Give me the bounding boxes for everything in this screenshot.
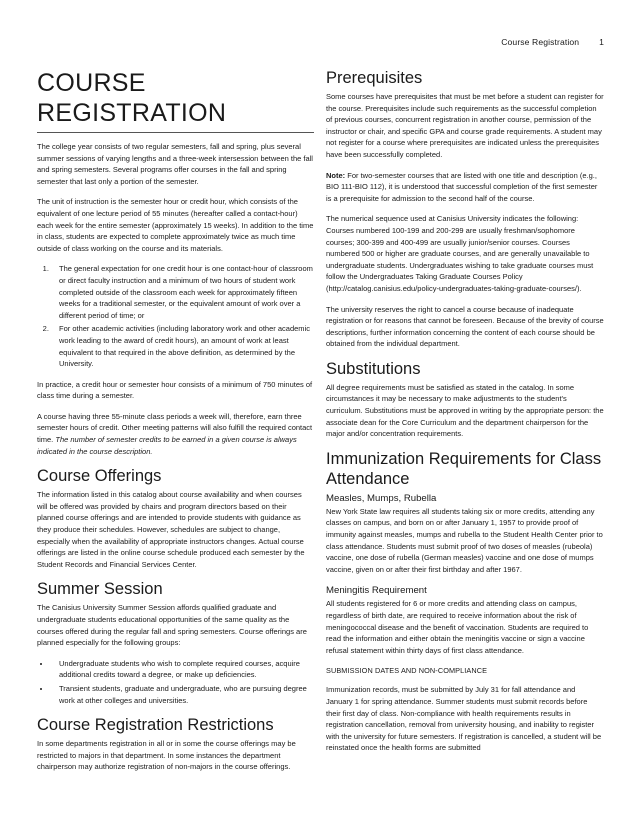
page-number: 1 <box>599 37 604 47</box>
left-column <box>37 68 314 782</box>
prerequisites-paragraph-4: The university reserves the right to cancel a course because of inadequate registration or for reasons that cannot be foreseen. Because of the brevity of course descriptions, further information concerning the content of each course should be obtained from the individual department. <box>326 304 604 349</box>
credits-note: The number of semester credits to be earned in a given course is always indicated in the course description. <box>37 435 297 456</box>
submission-paragraph: Immunization records, must be submitted by July 31 for fall attendance and January 1 for spring attendance. Summer students must submit records before their first day of class. Non-compliance with health requirements results in registration cancellation, removal from university housing, and inability to register with the university for future semesters. If registration is cancelled, a student will be reinstated once the health forms are submitted <box>326 685 602 753</box>
registration-restrictions-paragraph: In some departments registration in all or in some the course offerings may be restricted to majors in that department. In some instances the department chairperson may authorize registration of non-majors in the course offerings. <box>37 739 296 772</box>
meningitis-heading: Meningitis Requirement <box>326 585 427 597</box>
prerequisites-note <box>326 170 604 205</box>
mmr-heading: Measles, Mumps, Rubella <box>326 492 437 504</box>
immunization-heading: Immunization Requirements for Class Attendance <box>326 449 602 488</box>
summer-session-paragraph: The Canisius University Summer Session affords qualified graduate and undergraduate students educational opportunities of the same quality as the courses offered during the regular fall and spring semesters. Course offerings are planned especially for the following groups: <box>37 603 307 648</box>
list-item: • Undergraduate students who wish to complete required courses, acquire additional credits toward a degree, or make up deficiencies. <box>51 658 314 681</box>
course-offerings-heading: Course Offerings <box>37 467 162 486</box>
prerequisites-paragraph-3: The numerical sequence used at Canisius University indicates the following: Courses numbered 100-199 and 200-299 are usually freshman/sophomore courses; 300-399 and 400-499 are usually junior/senior courses. Courses numbered 500 or higher are graduate courses, and are generally unavailable to undergraduate students. Undergraduates wishing to take graduate courses must follow the Undergraduates Taking Graduate Courses Policy (http://catalog.canisius.edu/policy-undergraduates-taking-graduate-courses/). <box>326 214 594 293</box>
submission-heading: SUBMISSION DATES AND NON-COMPLIANCE <box>326 666 488 676</box>
mmr-paragraph: New York State law requires all students taking six or more credits, attending any classes on campus, and born on or after January 1, 1957 to provide proof of immunity against measles, mumps and rubella to the Student Health Center prior to class attendance. Students must submit proof of two doses of measles (rubeola) vaccine, one dose of rubella (German measles) vaccine and one dose of mumps vaccine, given on or after their first birthday and after 1967. <box>326 506 603 574</box>
prerequisites-heading: Prerequisites <box>326 69 423 87</box>
list-item: • Transient students, graduate and undergraduate, who are pursuing degree work at other colleges and universities. <box>51 683 314 706</box>
right-column <box>326 68 604 763</box>
list-item: 1. The general expectation for one credit hour is one contact-hour of classroom or direct faculty instruction and a minimum of two hours of student work completed outside of the classroom each week for approximately fifteen weeks for a traditional semester, or the equivalent amount of work over a different period of time; or <box>51 263 314 321</box>
registration-restrictions-heading: Course Registration Restrictions <box>37 716 274 735</box>
substitutions-heading: Substitutions <box>326 359 421 378</box>
note-label: Note: <box>326 170 346 180</box>
note-text: For two-semester courses that are listed with one title and description (e.g., BIO 111-BIO 112), it is understood that successful completion of the first semester is a prerequisite for admission to the second half of the course. <box>326 170 598 203</box>
substitutions-paragraph: All degree requirements must be satisfied as stated in the catalog. In some circumstances it may be necessary to make adjustments to the student's curriculum. Substitutions must be approved in writing by the appropriate person: the associate dean for the Core Curriculum and the department chairperson for the major and/or concentration requirements. <box>326 382 604 439</box>
intro-paragraph-4 <box>37 411 314 457</box>
course-offerings-paragraph: The information listed in this catalog about course availability and when courses will be offered was provided by chairs and program directors based on their planned course offerings and are intended to provide students with guidance as they produce their schedules. However, schedules are subject to change, especially when the availability of appropriate instructors changes. Actual course offerings are listed in the online course schedule produced each semester by the Student Records and Financial Services Center. <box>37 490 305 569</box>
intro-paragraph-1: The college year consists of two regular semesters, fall and spring, plus several summer sessions of varying lengths and a three-week intersession between the fall and spring semesters. Several programs offer courses in the fall and spring semester that last only a portion of the semester. <box>37 142 313 186</box>
summer-session-heading: Summer Session <box>37 580 163 599</box>
intro-paragraph-2: The unit of instruction is the semester hour or credit hour, which consists of the equivalent of one lecture period of 55 minutes (hereafter called a contact-hour) each week for the entire semester (approximately 15 weeks). In addition to the time in class, students are expected to complete approximately twice as much time outside of class working on the course and its materials. <box>37 197 314 253</box>
running-title: Course Registration <box>501 37 580 47</box>
list-item: 2. For other academic activities (including laboratory work and other academic work leading to the award of credit hours), an amount of work at least equivalent to that required in the above definition, as determined by the University. <box>51 323 314 369</box>
credit-hour-list <box>37 263 314 369</box>
meningitis-paragraph: All students registered for 6 or more credits and attending class on campus, regardless of birth date, are required to receive information about the risk of meningococcal disease and the benefit of vaccination. Students are required to read the information and either obtain the meningitis vaccine or sign a vaccine refusal statement within thirty days of first class attendance. <box>326 599 589 655</box>
summer-groups-list <box>37 658 314 706</box>
intro-paragraph-3: In practice, a credit hour or semester hour consists of a minimum of 750 minutes of class time during a semester. <box>37 379 313 401</box>
page-title: COURSE REGISTRATION <box>37 68 314 133</box>
intro-paragraph-4-text: A course having three 55-minute class periods a week will, therefore, earn three semester hours of credit. Other meeting patterns will also fulfill the required contact time. <box>37 411 313 445</box>
prerequisites-paragraph-1: Some courses have prerequisites that must be met before a student can register for the course. Prerequisites include such requirements as the successful completion of previous courses, concurrent registration in another course, permission of the instructor or chair, and specific GPA and course grade requirements. A student may not register for a course where prerequisites are indicated unless the prerequisites have been successfully completed. <box>326 92 604 159</box>
running-header <box>501 37 604 47</box>
